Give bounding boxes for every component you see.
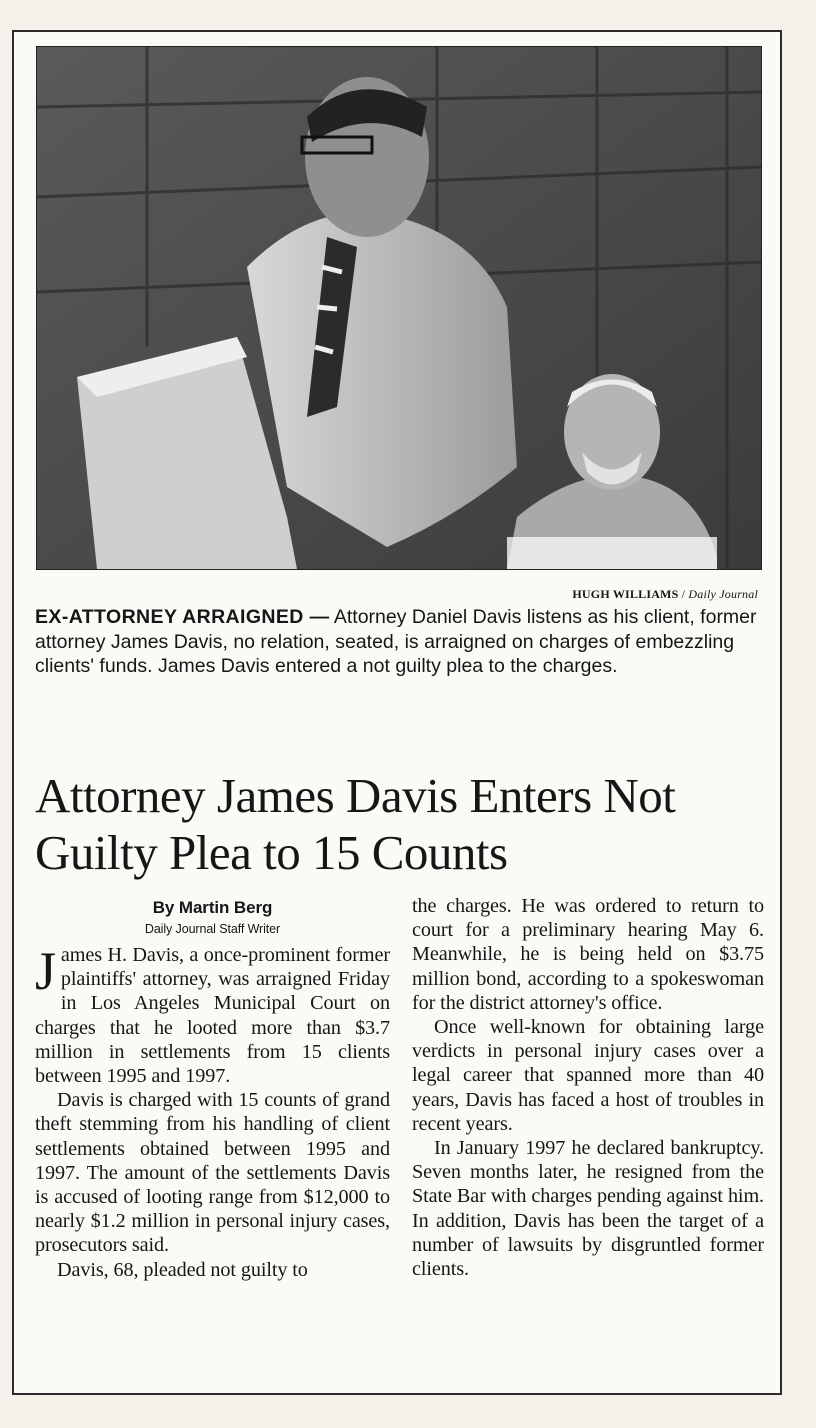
credit-separator: / [678,587,689,601]
drop-cap: J [35,941,56,1001]
paragraph-4: Once well-known for obtaining large verdicts in personal injury cases over a legal career that spanned more than 40 years, Davis has faced a host of troubles in recent years. [412,1016,764,1135]
lead-text: ames H. Davis, a once-prominent former plaintiffs' attorney, was arraigned Friday in Los Angeles Municipal Court on charges that he looted more than $3.7 million in settlements from 15 clients between 1995 and 1997. [35,944,390,1088]
paragraph-2: Davis is charged with 15 counts of grand theft stemming from his handling of client settlements obtained between 1995 and 1997. The amount of the settlements Davis is accused of looting range from $12,000 to nearly $1.2 million in personal injury cases, prosecutors said. [35,1089,390,1257]
news-photo [36,46,762,570]
photographer-name: HUGH WILLIAMS [572,587,679,601]
newspaper-clipping [12,30,782,1395]
byline: By Martin Berg [152,898,273,917]
article-column-right [412,894,764,1281]
article-headline: Attorney James Davis Enters Not Guilty Plea to 15 Counts [35,768,676,880]
paragraph-5: In January 1997 he declared bankruptcy. Seven months later, he resigned from the State Bar with charges pending against him. In addition, Davis has been the target of a number of lawsuits by disgruntled former clients. [412,1137,764,1281]
article-column-left [35,897,390,1282]
photo-image [37,47,761,569]
caption-kicker: EX-ATTORNEY ARRAIGNED — [35,606,330,628]
photo-caption [35,605,765,679]
paragraph-3: Davis, 68, pleaded not guilty to [57,1258,308,1281]
credit-publication: Daily Journal [688,587,758,601]
photo-credit [314,587,758,602]
lead-paragraph [35,943,390,1088]
byline-title: Daily Journal Staff Writer [144,922,281,936]
caption-text: Attorney Daniel Davis listens as his client, former attorney James Davis, no relation, seated, is arraigned on charges of embezzling clients' funds. James Davis entered a not guilty plea to the charges. [35,606,757,677]
paragraph-3-continued: the charges. He was ordered to return to court for a preliminary hearing May 6. Meanwhile, he is being held on $3.75 million bond, according to a spokeswoman for the district attorney's office. [412,895,764,1014]
